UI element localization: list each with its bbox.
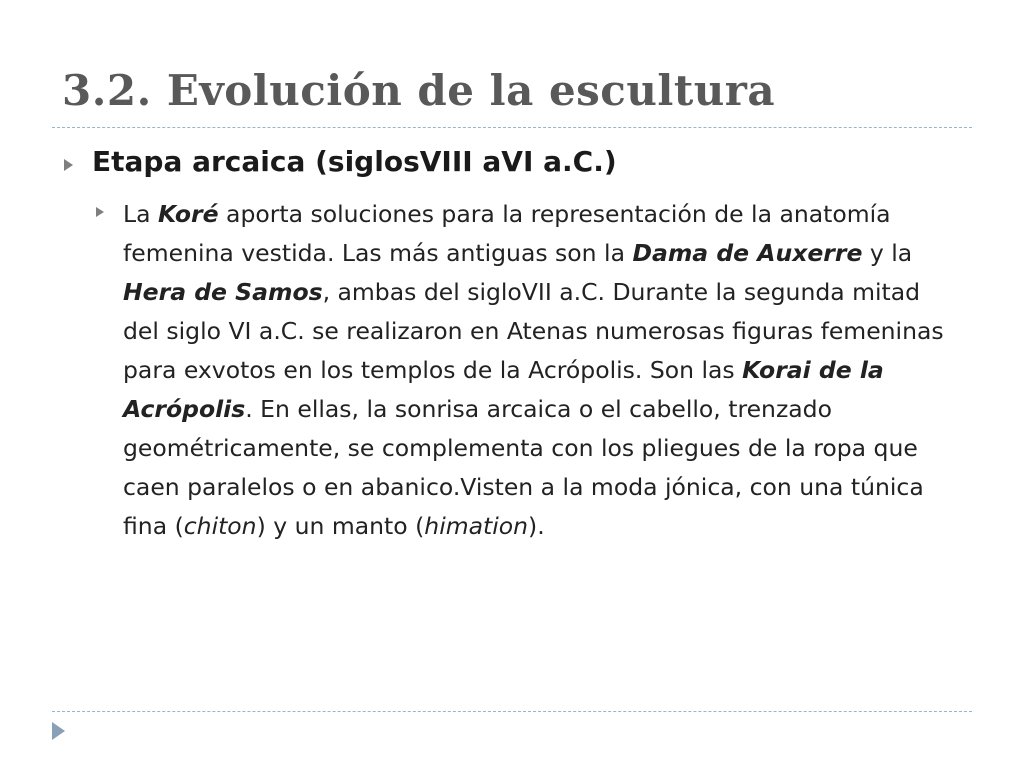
- triangle-arrow-icon: [52, 722, 65, 740]
- text-segment: ).: [528, 512, 545, 540]
- footer-divider: [52, 711, 972, 712]
- term-chiton: chiton: [183, 512, 257, 540]
- bullet-body-text: [123, 195, 963, 546]
- title-divider: [52, 127, 972, 128]
- text-segment: y la: [862, 239, 913, 267]
- term-himation: himation: [424, 512, 529, 540]
- triangle-bullet-icon: [96, 207, 104, 217]
- term-korai-de-la-acropolis: Korai de la Acrópolis: [123, 356, 884, 423]
- text-segment: aporta soluciones para la representación de la anatomía femenina vestida. Las más antiguas son la: [123, 200, 891, 267]
- slide-title: 3.2. Evolución de la escultura: [62, 66, 776, 115]
- term-hera-de-samos: Hera de Samos: [123, 278, 323, 306]
- text-segment: ) y un manto (: [256, 512, 425, 540]
- bullet-heading: Etapa arcaica (siglosVIII aVI a.C.): [92, 145, 617, 178]
- term-dama-de-auxerre: Dama de Auxerre: [632, 239, 863, 267]
- triangle-bullet-icon: [64, 159, 73, 171]
- term-kore: Koré: [157, 200, 219, 228]
- text-segment: . En ellas, la sonrisa arcaica o el cabello, trenzado geométricamente, se complementa con los pliegues de la ropa que caen paralelos o en abanico.Visten a la moda jónica, con una túnica fina (: [123, 395, 924, 540]
- text-segment: La: [123, 200, 158, 228]
- text-segment: , ambas del sigloVII a.C. Durante la segunda mitad del siglo VI a.C. se realizaron en Atenas numerosas figuras femeninas para exvotos en los templos de la Acrópolis. Son las: [123, 278, 944, 384]
